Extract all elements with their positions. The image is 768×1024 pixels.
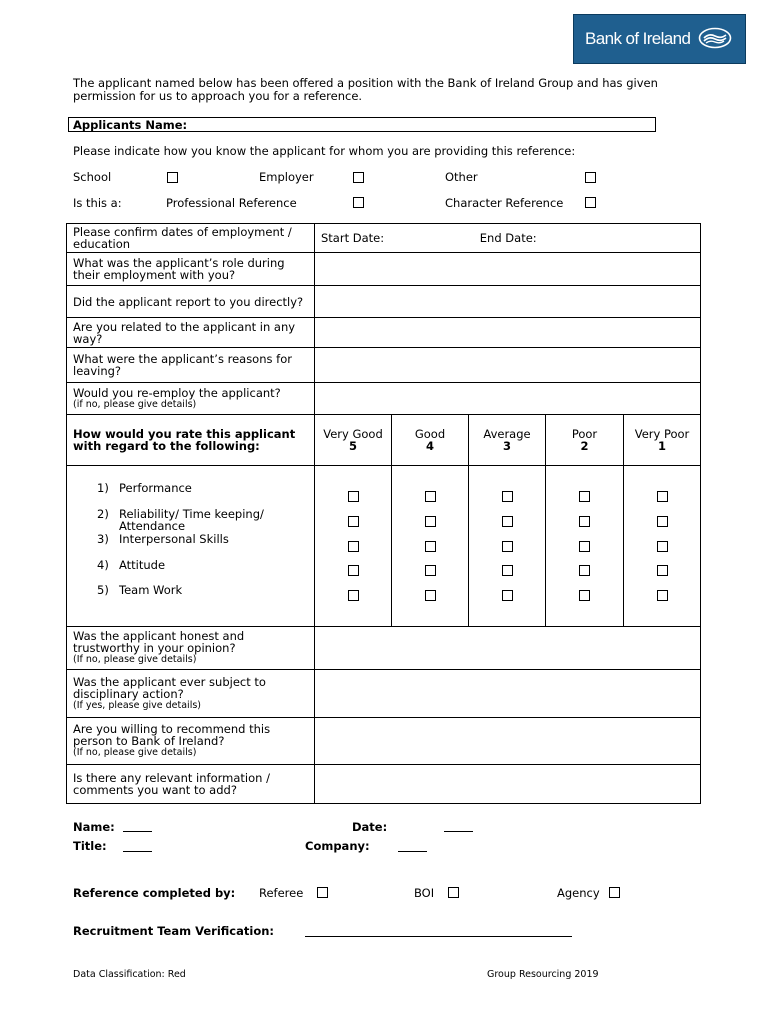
rating-checkbox[interactable] xyxy=(579,491,590,502)
rating-checkbox[interactable] xyxy=(425,590,436,601)
question-cell: Please confirm dates of employment / education xyxy=(67,224,315,253)
rating-item: 5) Team Work xyxy=(97,583,183,598)
rating-checkbox[interactable] xyxy=(348,565,359,576)
rating-item: 1) Performance xyxy=(97,481,192,496)
scale-very-poor: Very Poor 1 xyxy=(624,415,701,466)
very-good-column xyxy=(315,466,392,627)
answer-cell[interactable] xyxy=(315,670,701,718)
table-row xyxy=(67,383,701,415)
name-label: Name: xyxy=(73,820,115,834)
question-note: (if no, please give details) xyxy=(73,398,197,410)
table-row xyxy=(67,224,701,253)
answer-cell[interactable] xyxy=(315,253,701,286)
character-reference-label: Character Reference xyxy=(445,196,564,210)
rating-checkbox[interactable] xyxy=(348,516,359,527)
question-cell: Is there any relevant information / comments you want to add? xyxy=(67,765,315,804)
rating-question: How would you rate this applicant with regard to the following: xyxy=(67,415,315,466)
table-row xyxy=(67,627,701,670)
good-column xyxy=(392,466,469,627)
rating-checkbox[interactable] xyxy=(502,590,513,601)
professional-reference-checkbox[interactable] xyxy=(353,197,364,208)
rating-checkbox[interactable] xyxy=(657,565,668,576)
rating-checkbox[interactable] xyxy=(425,516,436,527)
question-cell: What was the applicant’s role during their employment with you? xyxy=(67,253,315,286)
rating-checkbox[interactable] xyxy=(502,565,513,576)
scale-poor: Poor 2 xyxy=(546,415,624,466)
applicant-name-field[interactable] xyxy=(68,117,656,132)
character-reference-checkbox[interactable] xyxy=(585,197,596,208)
company-label: Company: xyxy=(305,839,370,853)
rating-items-list xyxy=(67,466,315,627)
table-row xyxy=(67,286,701,318)
logo-text: Bank of Ireland xyxy=(585,29,691,48)
table-row xyxy=(67,765,701,804)
date-field[interactable] xyxy=(444,831,473,832)
rating-checkbox[interactable] xyxy=(348,590,359,601)
start-date-label: Start Date: xyxy=(321,231,385,245)
professional-reference-label: Professional Reference xyxy=(166,196,297,210)
rating-item: 4) Attitude xyxy=(97,557,166,572)
employer-checkbox[interactable] xyxy=(353,172,364,183)
end-date-label: End Date: xyxy=(479,231,537,245)
option-employer-label: Employer xyxy=(259,170,314,184)
answer-cell[interactable] xyxy=(315,765,701,804)
verification-field[interactable] xyxy=(305,936,572,937)
very-poor-column xyxy=(624,466,701,627)
table-row xyxy=(67,670,701,718)
answer-cell[interactable] xyxy=(315,318,701,348)
table-row xyxy=(67,253,701,286)
is-this-label: Is this a: xyxy=(73,196,122,210)
answer-cell[interactable] xyxy=(315,348,701,383)
data-classification: Data Classification: Red xyxy=(73,969,186,980)
question-cell: Was the applicant ever subject to disciplinary action? (If yes, please give details) xyxy=(67,670,315,718)
question-cell: Are you willing to recommend this person to Bank of Ireland? (If no, please give details) xyxy=(67,718,315,765)
bank-of-ireland-logo xyxy=(573,14,746,64)
verification-label: Recruitment Team Verification: xyxy=(73,924,275,938)
rating-checkbox[interactable] xyxy=(502,541,513,552)
title-label: Title: xyxy=(73,839,107,853)
average-column xyxy=(469,466,546,627)
rating-checkbox[interactable] xyxy=(425,541,436,552)
rating-checkbox[interactable] xyxy=(579,590,590,601)
applicant-name-label: Applicants Name: xyxy=(73,118,188,132)
answer-cell[interactable] xyxy=(315,286,701,318)
question-cell: Was the applicant honest and trustworthy in your opinion? (If no, please give details) xyxy=(67,627,315,670)
reference-form-table xyxy=(66,223,701,804)
scale-very-good: Very Good 5 xyxy=(315,415,392,466)
rating-checkbox[interactable] xyxy=(348,541,359,552)
rating-checkbox[interactable] xyxy=(425,565,436,576)
answer-cell[interactable] xyxy=(315,383,701,415)
scale-good: Good 4 xyxy=(392,415,469,466)
relationship-prompt: Please indicate how you know the applicant for whom you are providing this reference: xyxy=(73,144,576,158)
table-row xyxy=(67,718,701,765)
rating-checkbox[interactable] xyxy=(579,516,590,527)
name-field[interactable] xyxy=(123,831,152,832)
rating-checkbox[interactable] xyxy=(425,491,436,502)
rating-item: 3) Interpersonal Skills xyxy=(97,532,229,547)
question-cell: Did the applicant report to you directly? xyxy=(67,286,315,318)
question-cell: Are you related to the applicant in any way? xyxy=(67,318,315,348)
referee-checkbox[interactable] xyxy=(317,887,328,898)
rating-checkbox[interactable] xyxy=(579,541,590,552)
option-other-label: Other xyxy=(445,170,478,184)
answer-cell[interactable] xyxy=(315,627,701,670)
company-field[interactable] xyxy=(398,851,427,852)
option-school-label: School xyxy=(73,170,112,184)
scale-average: Average 3 xyxy=(469,415,546,466)
rating-checkbox[interactable] xyxy=(348,491,359,502)
date-label: Date: xyxy=(352,820,388,834)
answer-cell[interactable] xyxy=(315,718,701,765)
rating-header-row xyxy=(67,415,701,466)
question-text: Would you re-employ the applicant? xyxy=(73,385,281,400)
dates-answer-cell[interactable] xyxy=(315,224,701,253)
table-row xyxy=(67,318,701,348)
rating-items-row xyxy=(67,466,701,627)
referee-label: Referee xyxy=(259,886,304,900)
rating-checkbox[interactable] xyxy=(657,491,668,502)
rating-checkbox[interactable] xyxy=(657,516,668,527)
rating-checkbox[interactable] xyxy=(657,541,668,552)
question-cell xyxy=(67,383,315,415)
boi-checkbox[interactable] xyxy=(448,887,459,898)
other-checkbox[interactable] xyxy=(585,172,596,183)
rating-checkbox[interactable] xyxy=(502,516,513,527)
group-resourcing: Group Resourcing 2019 xyxy=(487,969,599,980)
boi-label: BOI xyxy=(414,886,435,900)
school-checkbox[interactable] xyxy=(167,172,178,183)
boi-stag-icon xyxy=(698,27,732,52)
rating-checkbox[interactable] xyxy=(657,590,668,601)
title-field[interactable] xyxy=(123,851,152,852)
poor-column xyxy=(546,466,624,627)
table-row xyxy=(67,348,701,383)
completed-by-label: Reference completed by: xyxy=(73,886,236,900)
question-cell: What were the applicant’s reasons for leaving? xyxy=(67,348,315,383)
agency-checkbox[interactable] xyxy=(609,887,620,898)
rating-checkbox[interactable] xyxy=(579,565,590,576)
agency-label: Agency xyxy=(557,886,600,900)
rating-checkbox[interactable] xyxy=(502,491,513,502)
rating-item: 2) Reliability/ Time keeping/ Attendance xyxy=(97,506,264,533)
intro-text: The applicant named below has been offered a position with the Bank of Ireland Group and has given permission for us to approach you for a reference. xyxy=(73,76,658,103)
